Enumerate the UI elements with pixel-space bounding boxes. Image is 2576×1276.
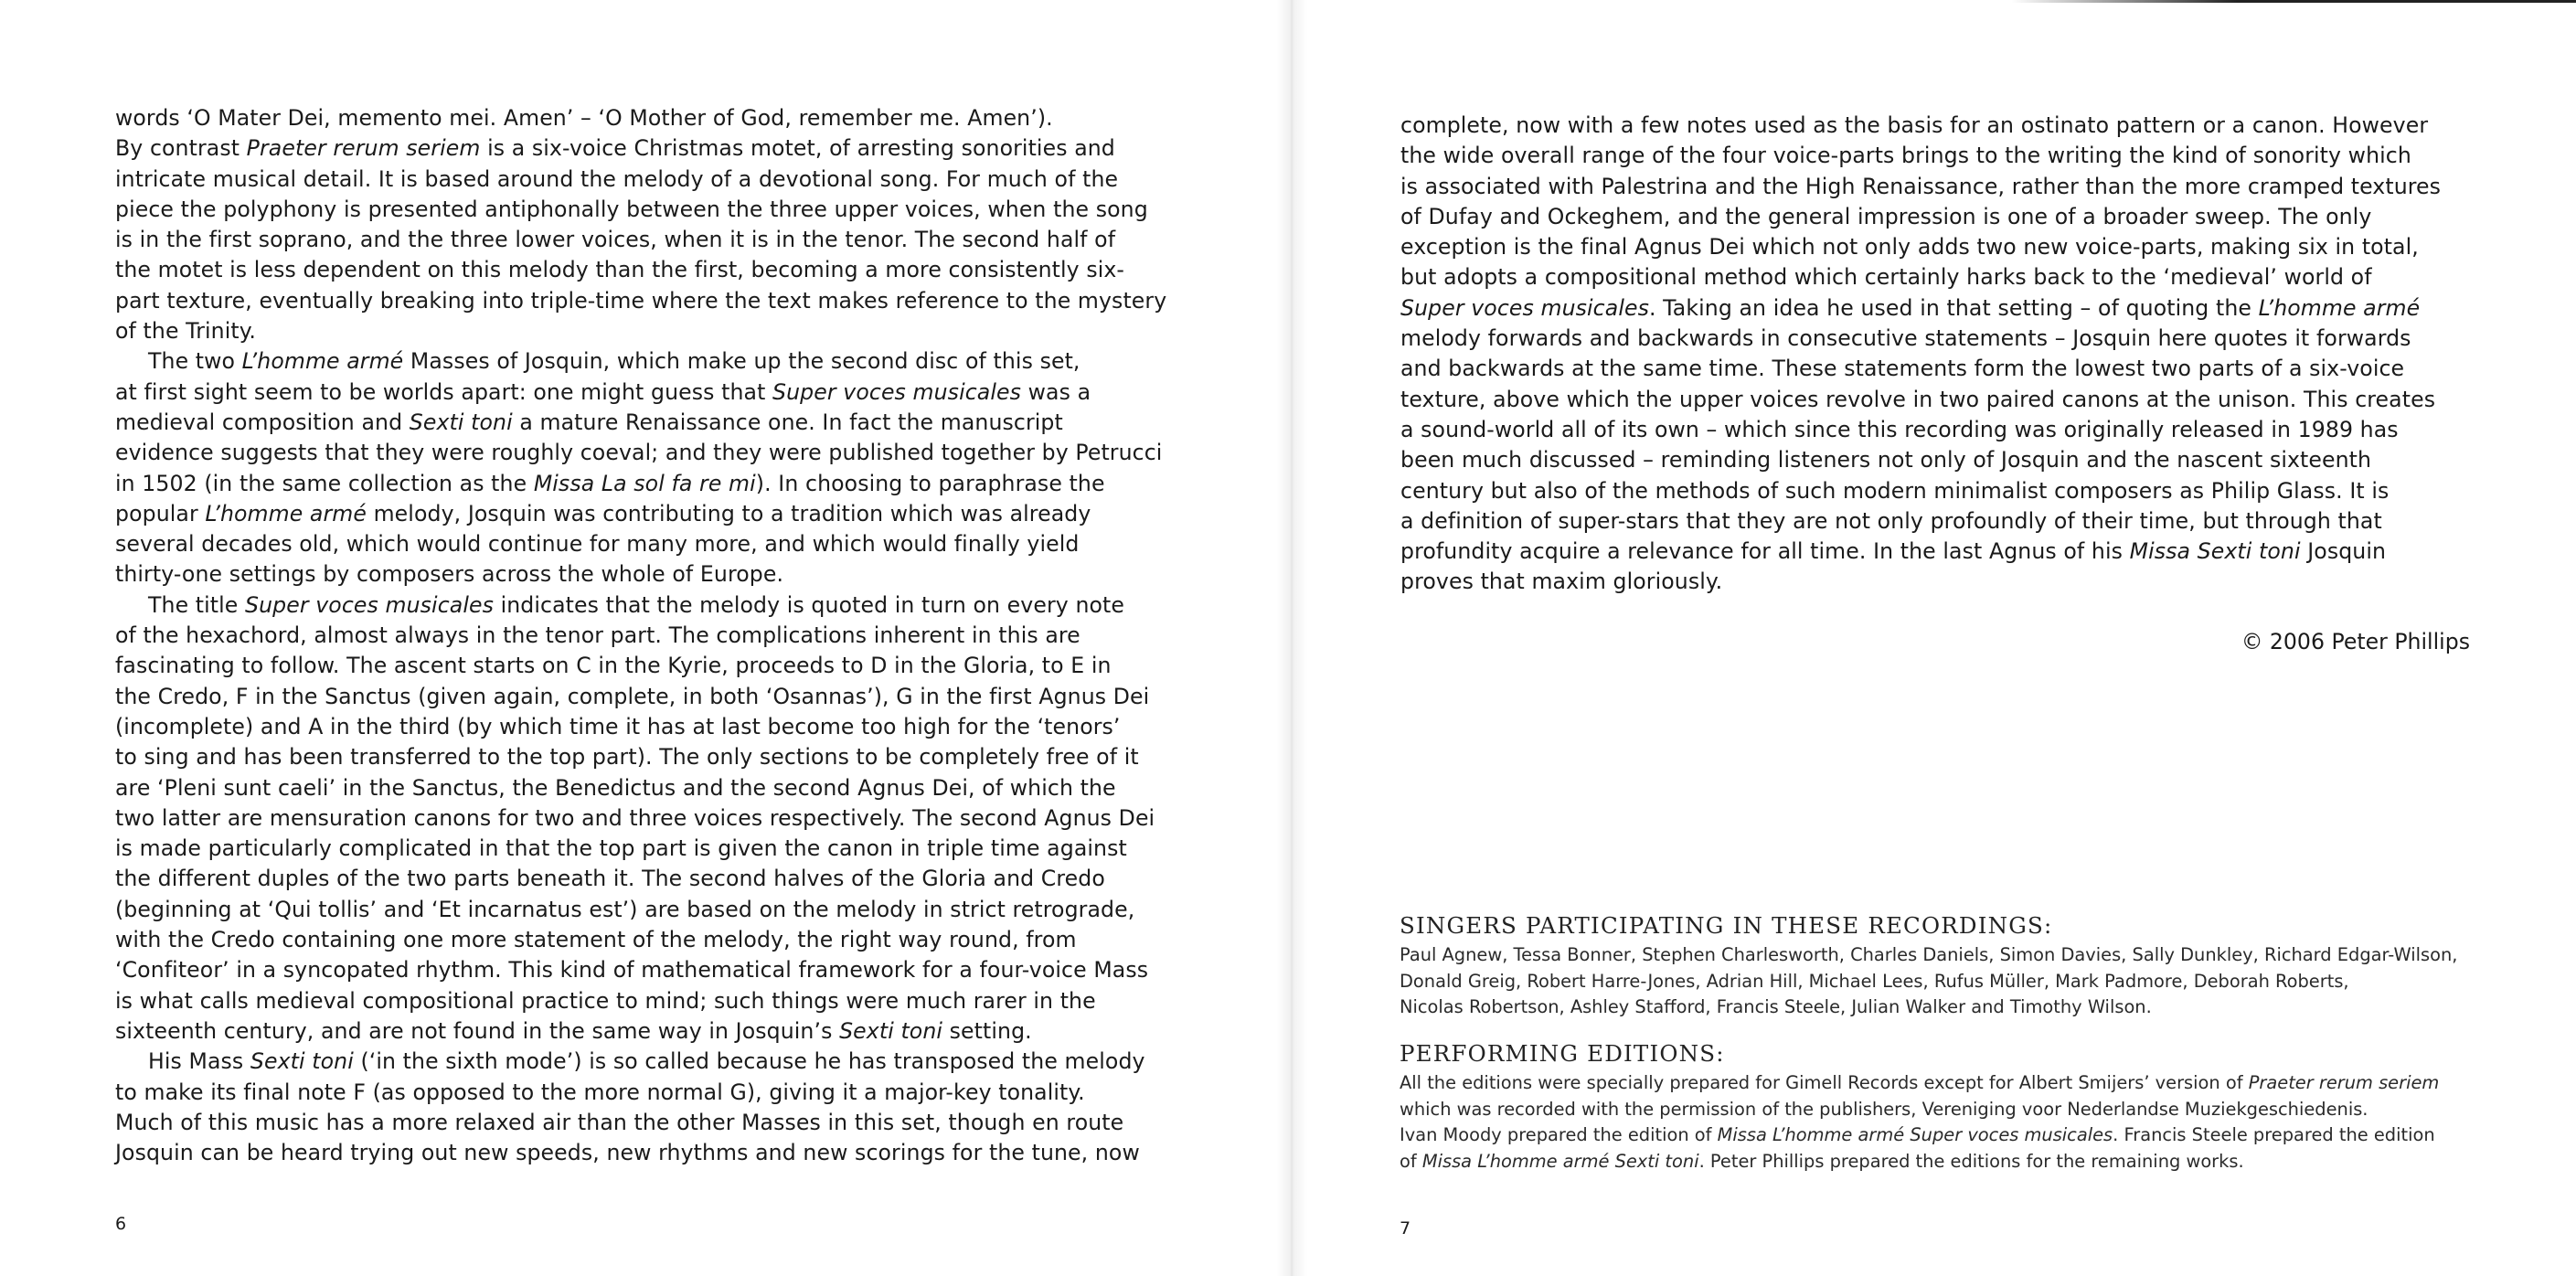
text-line: Nicolas Robertson, Ashley Stafford, Francis Steele, Julian Walker and Timothy Wilson. [1400, 996, 2152, 1018]
text-line: His Mass Sexti toni (‘in the sixth mode’) is so called because he has transposed the melody [148, 1048, 1145, 1075]
text-line: All the editions were specially prepared for Gimell Records except for Albert Smijers’ version of Praeter rerum seriem [1400, 1072, 2440, 1093]
italic-title: Missa La sol fa re mi [533, 470, 756, 496]
italic-title: Sexti toni [839, 1017, 943, 1044]
singers-heading: SINGERS PARTICIPATING IN THESE RECORDINGS: [1400, 912, 2053, 939]
text-line: thirty-one settings by composers across the whole of Europe. [115, 561, 784, 588]
text-line: By contrast Praeter rerum seriem is a six-voice Christmas motet, of arresting sonorities and [115, 135, 1115, 162]
text-line: piece the polyphony is presented antiphonally between the three upper voices, when the song [115, 196, 1148, 222]
text-line: are ‘Pleni sunt caeli’ in the Sanctus, the Benedictus and the second Agnus Dei, of which the [115, 774, 1116, 801]
page-top-edge [2011, 0, 2576, 3]
text-line: a sound-world all of its own – which since this recording was originally released in 1989 has [1400, 416, 2399, 442]
text-line: to sing and has been transferred to the top part). The only sections to be completely free of it [115, 744, 1139, 771]
text-line: complete, now with a few notes used as the basis for an ostinato pattern or a canon. However [1400, 112, 2429, 138]
text-line: part texture, eventually breaking into triple-time where the text makes reference to the mystery [115, 287, 1167, 314]
italic-title: L’homme armé [2258, 294, 2421, 321]
italic-title: Praeter rerum seriem [2248, 1072, 2440, 1093]
text-line: is made particularly complicated in that the top part is given the canon in triple time against [115, 835, 1127, 862]
italic-title: L’homme armé [205, 500, 367, 526]
text-line: of the Trinity. [115, 318, 257, 345]
text-line: fascinating to follow. The ascent starts on C in the Kyrie, proceeds to D in the Gloria, to E in [115, 653, 1112, 679]
page-number-left: 6 [115, 1214, 127, 1234]
italic-title: Missa L’homme armé Sexti toni [1421, 1150, 1699, 1172]
text-line: at first sight seem to be worlds apart: one might guess that Super voces musicales was a [115, 378, 1091, 405]
text-line: Much of this music has a more relaxed air than the other Masses in this set, though en route [115, 1109, 1124, 1135]
text-line: The title Super voces musicales indicates that the melody is quoted in turn on every note [148, 591, 1124, 618]
text-line: and backwards at the same time. These statements form the lowest two parts of a six-voice [1400, 356, 2405, 382]
left-page-body [115, 103, 1166, 1168]
text-line: of the hexachord, almost always in the tenor part. The complications inherent in this are [115, 622, 1080, 649]
text-line: is associated with Palestrina and the High Renaissance, rather than the more cramped textures [1400, 173, 2442, 199]
text-line: ‘Confiteor’ in a syncopated rhythm. This kind of mathematical framework for a four-voice Mass [115, 957, 1149, 984]
italic-title: Sexti toni [250, 1048, 354, 1075]
editions-text [1400, 1070, 2439, 1175]
text-line: in 1502 (in the same collection as the Missa La sol fa re mi). In choosing to paraphrase the [115, 470, 1105, 496]
text-line: exception is the final Agnus Dei which not only adds two new voice-parts, making six in total, [1400, 234, 2419, 261]
text-line: texture, above which the upper voices revolve in two paired canons at the unison. This creates [1400, 386, 2436, 412]
italic-title: Super voces musicales [772, 378, 1022, 405]
text-line: proves that maxim gloriously. [1400, 569, 1723, 595]
italic-title: Sexti toni [409, 409, 513, 435]
text-line: two latter are mensuration canons for two and three voices respectively. The second Agnus Dei [115, 804, 1155, 831]
italic-title: Missa Sexti toni [2129, 538, 2301, 565]
text-line: Paul Agnew, Tessa Bonner, Stephen Charlesworth, Charles Daniels, Simon Davies, Sally Dunkley, Richard Edgar-Wilson, [1400, 944, 2458, 965]
italic-title: Missa L’homme armé Super voces musicales [1717, 1124, 2113, 1146]
text-line: (beginning at ‘Qui tollis’ and ‘Et incarnatus est’) are based on the melody in strict retrograde, [115, 896, 1135, 922]
text-line: several decades old, which would continue for many more, and which would finally yield [115, 531, 1080, 558]
text-line: century but also of the methods of such modern minimalist composers as Philip Glass. It is [1400, 477, 2390, 504]
page-number-right: 7 [1400, 1218, 1411, 1239]
text-line: medieval composition and Sexti toni a mature Renaissance one. In fact the manuscript [115, 409, 1063, 435]
text-line: popular L’homme armé melody, Josquin was contributing to a tradition which was already [115, 500, 1091, 526]
text-line: the motet is less dependent on this melody than the first, becoming a more consistently six- [115, 257, 1125, 283]
italic-title: Praeter rerum seriem [246, 135, 481, 162]
editions-heading: PERFORMING EDITIONS: [1400, 1040, 1725, 1067]
italic-title: Super voces musicales [245, 591, 494, 618]
text-line: the wide overall range of the four voice-parts brings to the writing the kind of sonority which [1400, 143, 2411, 169]
text-line: is what calls medieval compositional practice to mind; such things were much rarer in the [115, 987, 1096, 1014]
text-line: evidence suggests that they were roughly coeval; and they were published together by Petrucci [115, 440, 1163, 466]
text-line: the different duples of the two parts beneath it. The second halves of the Gloria and Credo [115, 866, 1105, 892]
text-line: to make its final note F (as opposed to the more normal G), giving it a major-key tonality. [115, 1079, 1085, 1105]
text-line: a definition of super-stars that they are not only profoundly of their time, but through that [1400, 507, 2382, 534]
text-line: of Dufay and Ockeghem, and the general impression is one of a broader sweep. The only [1400, 203, 2372, 229]
text-line: intricate musical detail. It is based around the melody of a devotional song. For much of the [115, 165, 1119, 192]
text-line: Super voces musicales. Taking an idea he used in that setting – of quoting the L’homme armé [1400, 294, 2421, 321]
text-line: sixteenth century, and are not found in the same way in Josquin’s Sexti toni setting. [115, 1017, 1032, 1044]
text-line: Donald Greig, Robert Harre-Jones, Adrian Hill, Michael Lees, Rufus Müller, Mark Padmore, Deborah Roberts, [1400, 970, 2349, 992]
text-line: with the Credo containing one more statement of the melody, the right way round, from [115, 927, 1077, 953]
text-line: of Missa L’homme armé Sexti toni. Peter Phillips prepared the editions for the remaining works. [1400, 1150, 2244, 1172]
text-line: been much discussed – reminding listeners not only of Josquin and the nascent sixteenth [1400, 447, 2372, 473]
text-line: which was recorded with the permission of the publishers, Vereniging voor Nederlandse Muziekgeschiedenis. [1400, 1098, 2368, 1120]
text-line: profundity acquire a relevance for all time. In the last Agnus of his Missa Sexti toni Josquin [1400, 538, 2387, 565]
singers-list [1400, 942, 2457, 1021]
text-line: melody forwards and backwards in consecutive statements – Josquin here quotes it forwards [1400, 325, 2411, 352]
spine-gutter [1276, 0, 1307, 1276]
text-line: The two L’homme armé Masses of Josquin, which make up the second disc of this set, [148, 348, 1080, 375]
text-line: Josquin can be heard trying out new speeds, new rhythms and new scorings for the tune, now [115, 1140, 1140, 1166]
right-page-body [1400, 111, 2441, 598]
text-line: is in the first soprano, and the three lower voices, when it is in the tenor. The second half of [115, 227, 1116, 253]
copyright-notice: © 2006 Peter Phillips [2241, 629, 2470, 654]
italic-title: Super voces musicales [1400, 294, 1649, 321]
text-line: Ivan Moody prepared the edition of Missa L’homme armé Super voces musicales. Francis Steele prepared the edition [1400, 1124, 2435, 1146]
text-line: (incomplete) and A in the third (by which time it has at last become too high for the ‘tenors’ [115, 713, 1121, 739]
italic-title: L’homme armé [241, 348, 404, 375]
text-line: but adopts a compositional method which certainly harks back to the ‘medieval’ world of [1400, 264, 2372, 291]
text-line: words ‘O Mater Dei, memento mei. Amen’ – ‘O Mother of God, remember me. Amen’). [115, 105, 1053, 131]
text-line: the Credo, F in the Sanctus (given again, complete, in both ‘Osannas’), G in the first Agnus Dei [115, 683, 1150, 709]
